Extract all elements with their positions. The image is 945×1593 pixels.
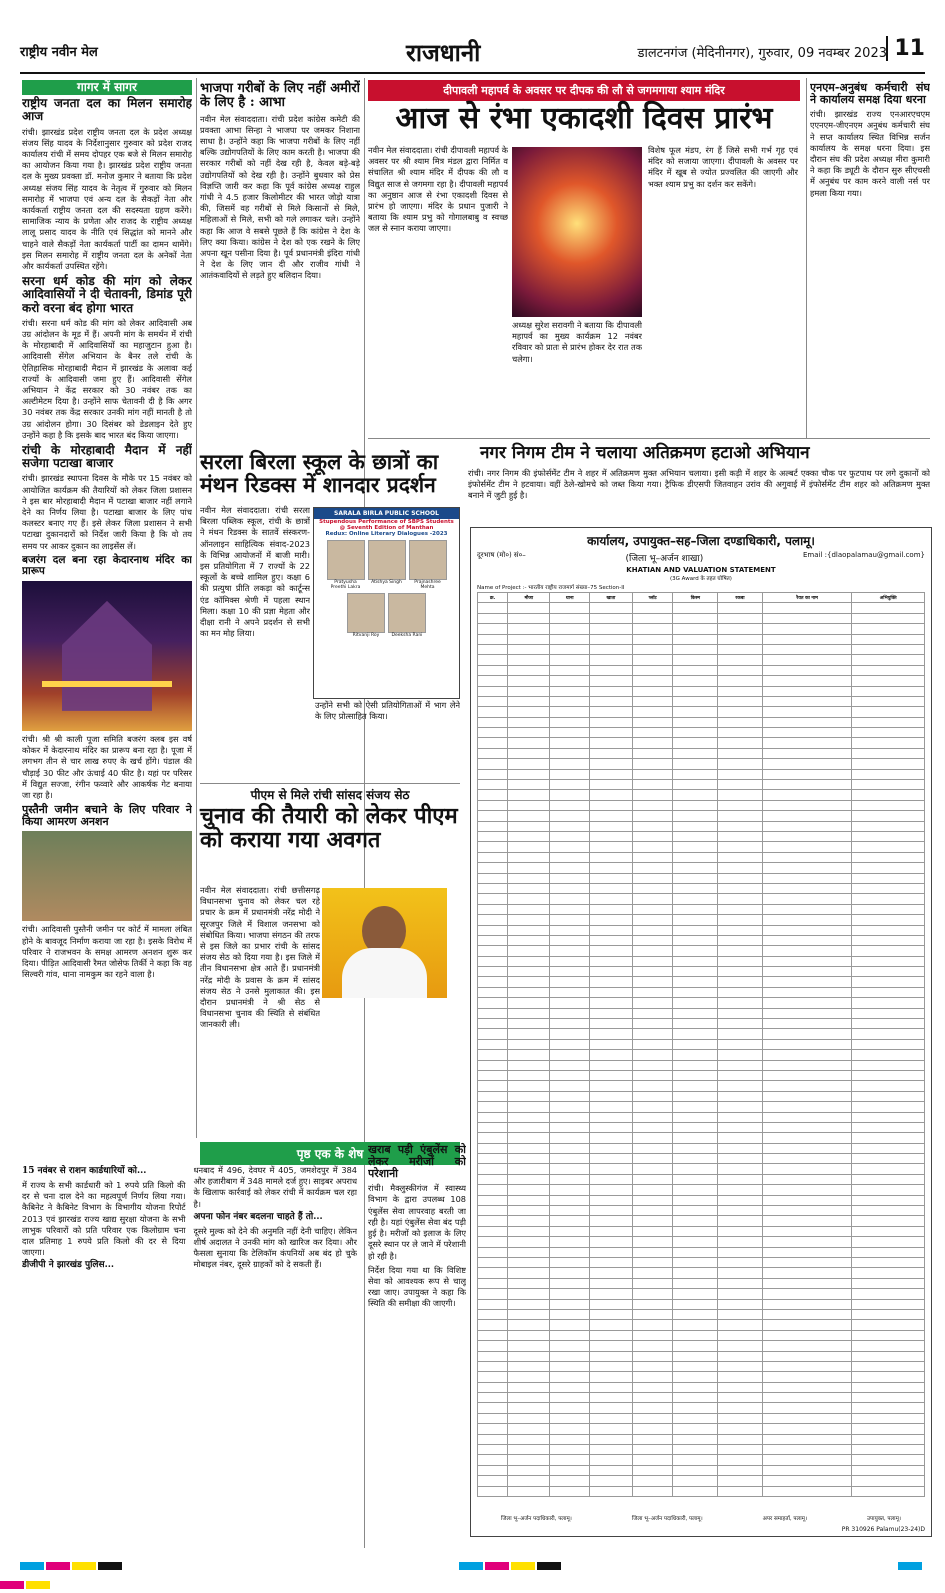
red-banner: दीपावली महापर्व के अवसर पर दीपक की लौ से जगमगाया श्याम मंदिर: [368, 80, 800, 101]
table-row: [478, 1206, 925, 1216]
table-row: [478, 1341, 925, 1351]
table-row: [478, 624, 925, 634]
table-row: [478, 1372, 925, 1382]
column-rule: [806, 78, 807, 438]
headline: पुस्तैनी जमीन बचाने के लिए परिवार ने किया आमरण अनशन: [22, 803, 192, 829]
table-row: [478, 998, 925, 1008]
section-title: राजधानी: [406, 38, 481, 67]
student-card: [347, 593, 385, 638]
table-row: [478, 759, 925, 769]
signatory: जिला भू–अर्जन पदाधिकारी, पलामू।: [631, 1516, 703, 1522]
table-row: [478, 738, 925, 748]
column-1: [22, 80, 192, 1140]
table-row: [478, 821, 925, 831]
table-row: [478, 1309, 925, 1319]
table-row: [478, 634, 925, 644]
article-body: रांची। झारखंड राज्य एनआरएचएम एएनएम-जीएनएम अनुबंध कर्मचारी संघ ने सप्त कार्यालय स्थित विभिन्न सर्जन कार्यालय के समक्ष धरना दिया। इस दौरान संघ की प्रदेश अध्यक्ष मीरा कुमारी ने कहा कि ड्यूटी के दौरान सुरु सीएचसी में अनुबंध पर काम करने वाली नर्स पर हमला किया गया।: [810, 109, 930, 198]
table-row: [478, 790, 925, 800]
student-card: [409, 540, 447, 590]
table-row: [478, 686, 925, 696]
table-row: [478, 1403, 925, 1413]
table-row: [478, 780, 925, 790]
article-body: रांची। झारखंड प्रदेश राष्ट्रीय जनता दल के प्रदेश अध्यक्ष संजय सिंह यादव के निर्देशानुसार गुरुवार को प्रदेश राजद कार्यालय रांची में समय दोपहर एक बजे से मिलन समारोह का आयोजन किया गया है। झारखंड प्रदेश राष्ट्रीय जनता दल के मुख्य प्रवक्ता डॉ. मनोज कुमार ने बताया कि प्रदेश अध्यक्ष संजय सिंह यादव के नेतृत्व में गुरुवार को मिलन समारोह में भाजपा एवं अन्य दल के सैकड़ों नेता और कार्यकर्ता राष्ट्रीय जनता दल की सदस्यता ग्रहण करेंगे। सामाजिक न्याय के प्रणेता और राजद के राष्ट्रीय अध्यक्ष लालू प्रसाद यादव के नीति एवं सिद्धांत को मानने और चाहने वाले सैकड़ों नेता कार्यकर्ता पार्टी का दामन थामेंगे। इस मिलन समारोह में राष्ट्रीय जनता दल के अनेकों नेता और कार्यकर्ता उपस्थित रहेंगे।: [22, 126, 192, 272]
table-row: [478, 1195, 925, 1205]
article-body: नवीन मेल संवाददाता। रांची सरला बिरला पब्लिक स्कूल, रांची के छात्रों ने मंथन रिडक्स के सातवें संस्करण-ऑनलाइन साहित्यिक संवाद-2023 के विभिन्न आयोजनों में बाजी मारी। इस प्रतियोगिता में 7 राज्यों के 22 स्कूलों के बच्चे शामिल हुए। कक्षा 6 की प्रत्युषा प्रीति लकड़ा को कार्टून्स एंड कॉमिक्स श्रेणी में पहला स्थान मिला। कक्षा 10 की प्रज्ञा मेहता और दीक्षा रानी ने अपने प्रदर्शन से सभी का मन मोह लिया।: [200, 505, 310, 639]
table-row: [478, 1185, 925, 1195]
school-name: SARALA BIRLA PUBLIC SCHOOL: [314, 508, 459, 519]
section-band: पृष्ठ एक के शेष: [200, 1142, 460, 1165]
article-body: नवीन मेल संवाददाता। रांची दीपावली महापर्व के अवसर पर श्री श्याम मित्र मंडल द्वारा निर्मित व संचालित श्री श्याम मंदिर में दीपक की लौ व विद्युत साज से जगमगा रहा है। दीपावली महापर्व का अनुष्ठान आज से रंभा एकादशी दिवस से प्रारंभ हो जाएगा। मंदिर के प्रधान पुजारी ने बताया कि श्याम प्रभु को गोगालबाबु व स्वच्छ जल से स्नान कराया जाएगा।: [368, 145, 508, 234]
table-row: [478, 717, 925, 727]
notice-project: Name of Project :- भारतीय राष्ट्रीय राजमार्ग संख्या–75 Section-II: [477, 585, 625, 591]
headline: चुनाव की तैयारी को लेकर पीएम को कराया गया अवगत: [200, 803, 458, 854]
table-row: [478, 1112, 925, 1122]
student-name: Pratyusha Preethi Lakra: [330, 580, 361, 590]
table-row: [478, 696, 925, 706]
table-row: [478, 665, 925, 675]
kicker: पीएम से मिले रांची सांसद संजय सेठ: [200, 783, 460, 803]
table-row: [478, 613, 925, 623]
headline: राष्ट्रीय जनता दल का मिलन समारोह आज: [22, 96, 192, 124]
table-row: [478, 1050, 925, 1060]
table-row: [478, 1102, 925, 1112]
khatian-table: क्र. मौजा थाना खाता प्लॉट किस्म रकबा रैयत का नाम अभियुक्ति: [477, 592, 925, 1497]
table-row: [478, 1351, 925, 1361]
student-name: Deeksha Rani: [391, 633, 423, 638]
main-headline: आज से रंभा एकादशी दिवस प्रारंभ: [395, 101, 773, 136]
column-5: [368, 1142, 466, 1537]
table-row: [478, 1174, 925, 1184]
article-body: नवीन मेल संवाददाता। रांची छत्तीसगढ़ विधानसभा चुनाव को लेकर चल रहे प्रचार के क्रम में प्रधानमंत्री नरेंद्र मोदी ने सूरजपुर जिले में विशाल जनसभा को संबोधित किया। भाजपा संगठन की तरफ से इस जिले का प्रभार रांची के सांसद संजय सेठ को दिया गया है। इस जिले में तीन विधानसभा क्षेत्र आते हैं। प्रधानमंत्री नरेंद्र मोदी के प्रवास के क्रम में सांसद संजय सेठ ने उनसे मुलाकात की। इस दौरान प्रधानमंत्री ने श्री सेठ से विधानसभा चुनाव की स्थिति से संबंधित जानकारी ली।: [200, 885, 320, 1030]
table-row: [478, 1393, 925, 1403]
page-one-remainder: [22, 1165, 357, 1535]
column-3a: [368, 145, 508, 435]
headline: खराब पड़ी एंबुलेंस को लेकर मरीजों को परेशानी: [368, 1143, 466, 1181]
student-name: Atishya Singh: [371, 580, 402, 585]
dateline: डालटनगंज (मेदिनीनगर), गुरुवार, 09 नवम्बर 2023: [637, 46, 887, 61]
section-band: गागर में सागर: [22, 80, 192, 95]
headline: डीजीपी ने झारखंड पुलिस...: [22, 1260, 115, 1271]
table-row: [478, 1247, 925, 1257]
student-card: [388, 593, 426, 638]
table-row: [478, 1455, 925, 1465]
land-acquisition-notice: [470, 527, 932, 1537]
table-row: [478, 1039, 925, 1049]
photo-caption: अध्यक्ष सुरेश सरावगी ने बताया कि दीपावली महापर्व का मुख्य कार्यक्रम 12 नवंबर रविवार को प्रातः से प्रारंभ होकर देर रात तक चलेगा।: [512, 320, 642, 364]
article-body: दूसरे मुल्क को देने की अनुमति नहीं देनी चाहिए। लेकिन शीर्ष अदालत ने उनकी मांग को खारिज कर दिया। और फैसला सुनाया कि टेलिकॉम कंपनियों अब बंद हो चुके मोबाइल नंबर, दूसरे ग्राहकों को दे सकती हैं।: [193, 1225, 357, 1270]
table-row: [478, 1289, 925, 1299]
column-3b: [648, 145, 798, 435]
shyam-temple-photo: [512, 147, 642, 317]
table-row: [478, 1122, 925, 1132]
headline: सरला बिरला स्कूल के छात्रों का मंथन रिडक्स में शानदार प्रदर्शन: [200, 449, 439, 498]
notice-email: Email :{dlaopalamau@gmail.com}: [802, 551, 925, 559]
masthead: [20, 36, 925, 74]
article-body: रांची। श्री श्री काली पूजा समिति बजरंग क्लब इस वर्ष कोकर में केदारनाथ मंदिर का प्रारूप बना रहा है। पूजा में लगभग तीन से चार लाख रुपए के खर्च होंगे। पंडाल की चौड़ाई 30 फीट और ऊंचाई 40 फीट है। यहां पर परिसर में विद्युत सज्जा, रंगीन फव्वारे और आकर्षक गेट बनाया जा रहा है।: [22, 733, 192, 800]
table-row: [478, 1070, 925, 1080]
headline: नगर निगम टीम ने चलाया अतिक्रमण हटाओ अभियान: [480, 443, 810, 463]
print-color-bar: [0, 1555, 945, 1563]
column-4: [810, 80, 930, 435]
table-row: [478, 769, 925, 779]
ad-line: @ Seventh Edition of Manthan: [339, 525, 434, 531]
student-name: Prajnashree Mehta: [414, 580, 441, 590]
table-row: [478, 852, 925, 862]
table-row: [478, 956, 925, 966]
article-body: नवीन मेल संवाददाता। रांची प्रदेश कांग्रेस कमेटी की प्रवक्ता आभा सिन्हा ने भाजपा पर जमकर निशाना साधा है। उन्होंने कहा कि भाजपा गरीबों के लिए नहीं बल्कि उद्योगपतियों के लिए काम करती है। भाजपा की सरकार गरीबों को नहीं देख रही है, केवल बड़े-बड़े उद्योगपतियों को देख रही है। उन्होंने बुधवार को प्रेस विज्ञप्ति जारी कर कहा कि पूर्व कांग्रेस अध्यक्ष राहुल गांधी ने 4.5 हजार किलोमीटर की भारत जोड़ो यात्रा की, जिसमें वह गरीबों से मिले किसानों से मिले, महिलाओं से मिले, सभी को गले लगाकर चले। उन्होंने कहा कि आज वे सबसे पूछते हैं कि कांग्रेस ने देश के लिए क्या किया। कांग्रेस ने देश को एक रखने के लिए अपना खून पसीना दिया है। पूर्व प्रधानमंत्री इंदिरा गांधी ने देश के लिए जान दी और राजीव गांधी ने आतंकवादियों से लड़ते हुए बलिदान दिया।: [200, 113, 360, 281]
table-row: [478, 1413, 925, 1423]
table-row: [478, 1445, 925, 1455]
article-body: रांची। आदिवासी पुस्तैनी जमीन पर कोर्ट में मामला लंबित होने के बावजूद निर्माण कराया जा रहा है। इसके विरोध में परिवार ने राजभवन के समक्ष आमरण अनशन शुरू कर दिया। पीड़ित आदिवासी रैमत जोसेफ तिर्की ने कहा कि वह सिल्वरी गांव, थाना नामकुम का रहने वाला है।: [22, 924, 192, 980]
ad-line: Redux: Online Literary Dialogues -2023: [325, 531, 448, 537]
article-body: में राज्य के सभी कार्डधारी को 1 रुपये प्रति किलो की दर से चना दाल देने का महत्वपूर्ण निर्णय लिया गया। कैबिनेट ने कैबिनेट विभाग के विभागीय योजना रिपोर्ट 2013 एवं झारखंड राज्य खाद्य सुरक्षा योजना के सभी लाभुक परिवारों को प्रति परिवार एक किलोग्राम चना दाल प्रतिमाह 1 रुपये प्रति किलो की दर से दिया जाएगा।: [22, 1179, 186, 1258]
article-body: रांची। सरना धर्म कोड की मांग को लेकर आदिवासी अब उग्र आंदोलन के मूड में हैं। अपनी मांग के समर्थन में रांची के मोरहाबादी में आदिवासियों का महाजुटान हुआ है। आदिवासी सेंगेल अभियान के बैनर तले रांची के ऐतिहासिक मोरहाबादी मैदान में झारखंड के अलावा कई राज्यों के आदिवासी जमा हुए हैं। आदिवासी सेंगेल अभियान ने केंद्र सरकार को 30 नवंबर तक का अल्टीमेटम दिया है। उन्होंने साफ चेतावनी दी है कि अगर 30 नवंबर तक केंद्र सरकार उनकी मांग नहीं मानती है तो उग्र आंदोलन होगा। 30 दिसंबर को डेडलाइन देते हुए उन्होंने कहा है कि इसके बाद भारत बंद किया जाएगा।: [22, 317, 192, 440]
notice-footer: PR 310926 Palamu(23-24)D: [841, 1526, 925, 1533]
column-sarla-cont: उन्होंने सभी को ऐसी प्रतियोगिताओं में भाग लेने के लिए प्रोत्साहित किया।: [315, 700, 460, 722]
table-row: [478, 1361, 925, 1371]
protest-photo: [22, 831, 192, 921]
table-row: [478, 1008, 925, 1018]
signatory: उपायुक्त, पलामू।: [867, 1516, 901, 1522]
table-row: [478, 1237, 925, 1247]
table-row: [478, 707, 925, 717]
table-row: [478, 1133, 925, 1143]
table-row: [478, 977, 925, 987]
article-body: रांची। मैक्लुस्कीगंज में स्वास्थ्य विभाग के द्वारा उपलब्ध 108 एंबुलेंस सेवा लापरवाह बरती जा रही है। यहां एंबुलेंस सेवा बंद पड़ी हुई है। मरीजों को इलाज के लिए दूसरे स्थान पर ले जाने में परेशानी हो रही है।: [368, 1183, 466, 1261]
notice-branch: (जिला भू–अर्जन शाखा): [625, 554, 704, 564]
table-row: [478, 676, 925, 686]
headline: भाजपा गरीबों के लिए नहीं अमीरों के लिए है : आभा: [200, 81, 360, 111]
column-nagar: [468, 468, 930, 523]
table-row: [478, 1091, 925, 1101]
notice-subtitle-2: (3G Award के तहत घोषित): [670, 576, 732, 582]
table-row: [478, 811, 925, 821]
notice-subtitle: KHATIAN AND VALUATION STATEMENT: [626, 566, 776, 574]
table-row: [478, 1164, 925, 1174]
article-body: धनबाद में 496, देवघर में 405, जमशेदपुर में 384 और हजारीबाग में 348 मामले दर्ज हुए। साइबर अपराध के खिलाफ कार्रवाई को लेकर रांची में कार्यक्रम चल रहा है।: [193, 1165, 357, 1209]
table-row: [478, 655, 925, 665]
table-row: [478, 925, 925, 935]
table-row: [478, 1081, 925, 1091]
ad-line: Stupendous Performance of SBPS Students: [319, 519, 454, 525]
table-row: [478, 967, 925, 977]
notice-title: कार्यालय, उपायुक्त–सह–जिला दण्डाधिकारी, पलामू।: [587, 534, 815, 548]
student-name: Ritvanji Roy: [352, 633, 380, 638]
table-row: [478, 1216, 925, 1226]
table-row: [478, 1143, 925, 1153]
table-row: [478, 946, 925, 956]
table-row: [478, 1486, 925, 1496]
table-row: [478, 1424, 925, 1434]
table-row: [478, 935, 925, 945]
mp-photo: [322, 888, 447, 998]
article-body: रांची। झारखंड स्थापना दिवस के मौके पर 15 नवंबर को आयोजित कार्यक्रम की तैयारियों को लेकर जिला प्रशासन ने इस बार मोरहाबादी मैदान में पटाखा बाजार नहीं लगाने देने का निर्णय लिया है। पटाखा बाजार के लिए पांच कलस्टर बनाए गए हैं। इसे लेकर जिला प्रशासन ने सभी पटाखा दुकानदारों को निर्देश जारी किया है कि वो तय समय पर आकर दुकान का लाइसेंस लें।: [22, 473, 192, 551]
table-row: [478, 1382, 925, 1392]
table-row: [478, 1226, 925, 1236]
table-row: [478, 1330, 925, 1340]
school-ad: [313, 507, 460, 699]
column-pm: [200, 885, 320, 1140]
headline: अपना फोन नंबर बदलना चाहते हैं तो...: [193, 1211, 323, 1222]
table-row: [478, 1029, 925, 1039]
table-row: [478, 644, 925, 654]
table-row: [478, 1434, 925, 1444]
page-number: 11: [886, 36, 925, 61]
student-card: [368, 540, 406, 590]
table-row: [478, 1268, 925, 1278]
table-row: [478, 1154, 925, 1164]
signatory: अपर समाहर्ता, पलामू।: [762, 1516, 808, 1522]
article-body: रांची। नगर निगम की इंफोर्समेंट टीम ने शहर में अतिक्रमण मुक्त अभियान चलाया। इसी कड़ी में शहर के अल्बर्ट एक्का चौक पर फुटपाथ पर लगे दुकानों को इंफोर्समेंट टीम ने हटवाया। वहीं ठेले-खोमचे को जब्त किया गया। ट्रैफिक डीएसपी जितवाहन उरांव की अगुवाई में इंफोर्समेंट टीम शहर को अतिक्रमण मुक्त बनाने में जुटी हुई है।: [468, 468, 930, 501]
student-card: [327, 540, 365, 590]
table-row: [478, 842, 925, 852]
headline: 15 नवंबर से राशन कार्डधारियों को...: [22, 1166, 147, 1176]
column-sarla: [200, 505, 310, 765]
table-row: [478, 1299, 925, 1309]
table-row: [478, 800, 925, 810]
notice-phone: दूरभाष (मो०) सं०–: [477, 551, 526, 559]
table-row: [478, 603, 925, 613]
table-row: [478, 748, 925, 758]
table-row: [478, 883, 925, 893]
table-row: [478, 1320, 925, 1330]
section-rule: [368, 438, 930, 439]
temple-photo: [22, 581, 192, 731]
table-row: [478, 1465, 925, 1475]
signatory: जिला भू–अर्जन पदाधिकारी, पलामू।: [500, 1516, 572, 1522]
table-row: [478, 987, 925, 997]
headline: रांची के मोरहाबादी मैदान में नहीं सजेगा पटाखा बाजार: [22, 443, 192, 471]
table-row: [478, 1019, 925, 1029]
table-row: [478, 915, 925, 925]
paper-name: राष्ट्रीय नवीन मेल: [20, 45, 98, 60]
table-row: [478, 1278, 925, 1288]
headline: एनएम-अनुबंध कर्मचारी संघ ने कार्यालय समक्ष दिया धरना: [810, 81, 930, 107]
table-row: [478, 894, 925, 904]
headline: बजरंग दल बना रहा केदारनाथ मंदिर का प्रारूप: [22, 553, 192, 578]
table-row: [478, 904, 925, 914]
article-body: निर्देश दिया गया था कि विशिष्ट सेवा को आवश्यक रूप से चालू रखा जाए। उपायुक्त ने कहा कि स्थिति की समीक्षा की जाएगी।: [368, 1264, 466, 1309]
table-row: [478, 831, 925, 841]
table-row: [478, 863, 925, 873]
table-row: [478, 1060, 925, 1070]
article-body: विशेष फूल मंडप, रंग हैं जिसे सभी गर्भ गृह एवं मंदिर को सजाया जाएगा। दीपावली के अवसर पर मंदिर में खूब से ज्योत प्रज्वलित की जाएगी और भक्त श्याम प्रभु का दर्शन कर सकेंगे।: [648, 145, 798, 189]
table-row: [478, 1258, 925, 1268]
table-row: [478, 873, 925, 883]
table-row: [478, 728, 925, 738]
column-rule: [196, 78, 197, 1138]
table-row: [478, 1476, 925, 1486]
headline: सरना धर्म कोड की मांग को लेकर आदिवासियों ने दी चेतावनी, डिमांड पूरी करो वरना बंद होगा भारत: [22, 274, 192, 315]
